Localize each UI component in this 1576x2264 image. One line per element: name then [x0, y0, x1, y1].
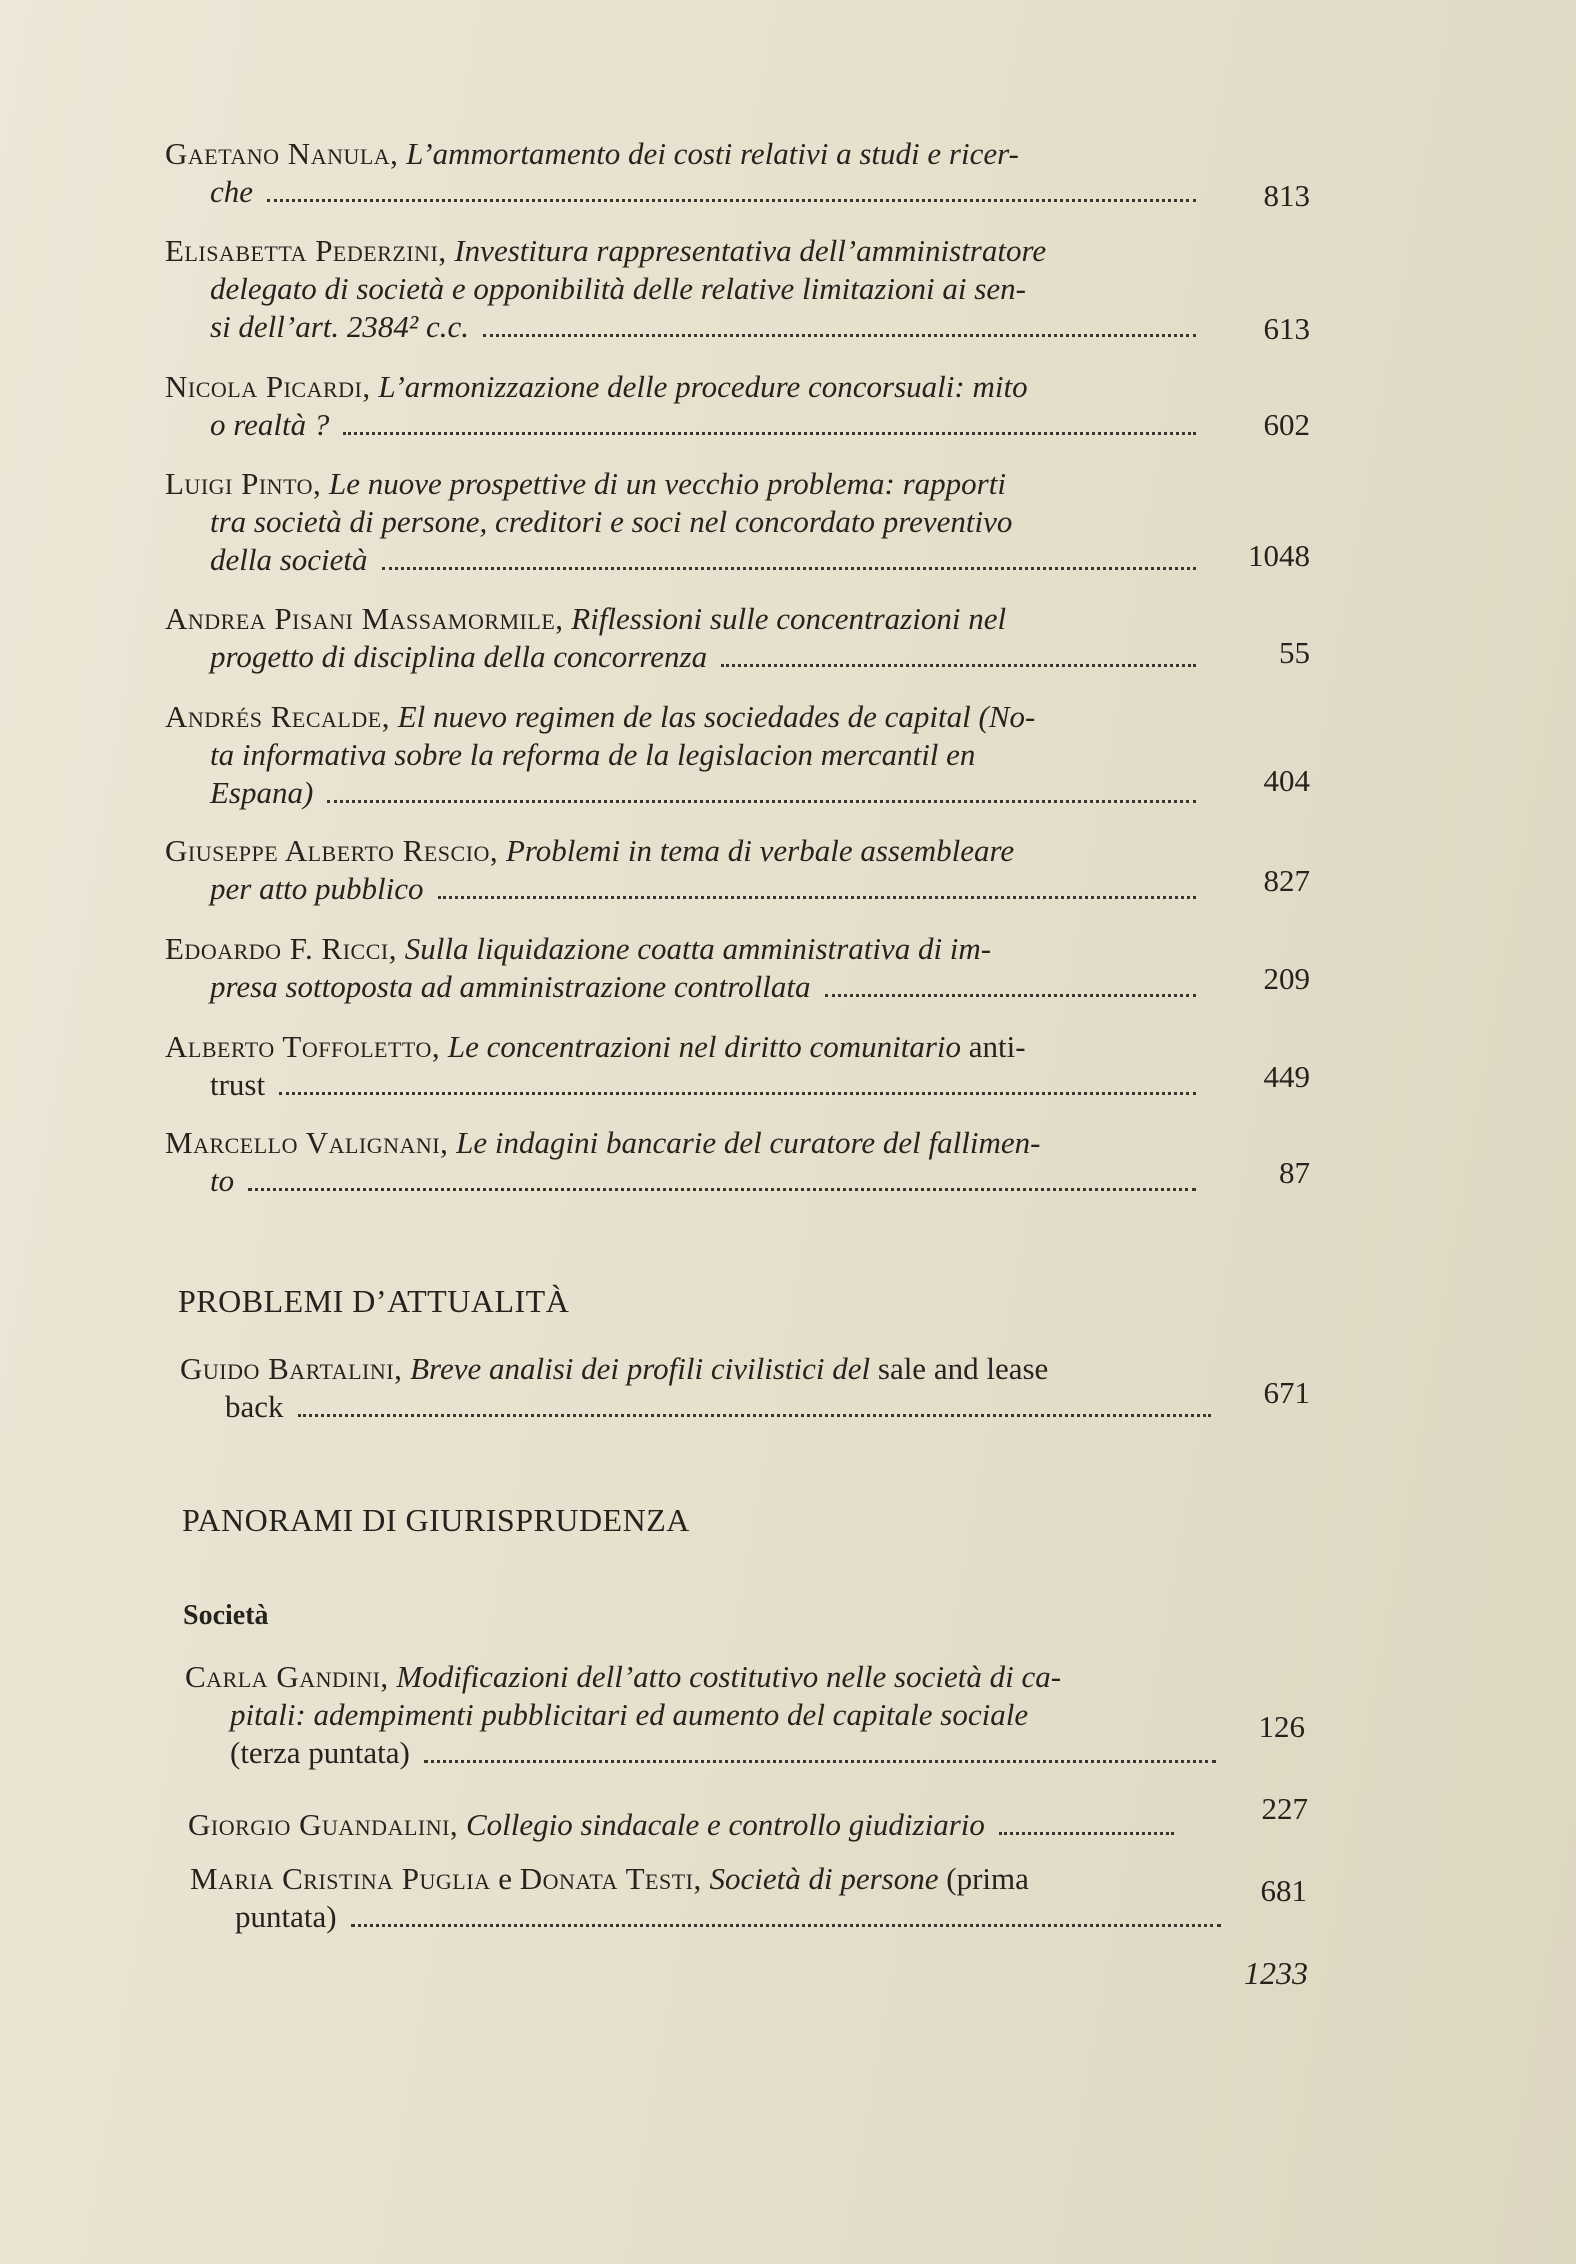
entry-title-end: trust	[210, 1067, 266, 1102]
entry-title: Le concentrazioni nel diritto comunitario	[447, 1029, 962, 1064]
entry-page-number: 404	[1263, 763, 1310, 798]
entry-title: El nuevo regimen de las sociedades de capital (No-	[397, 699, 1036, 734]
dot-leader	[267, 195, 1196, 202]
dot-leader	[424, 1756, 1216, 1763]
toc-entry-first-line	[165, 232, 1310, 270]
dot-leader	[343, 428, 1196, 435]
entry-title-end: (terza puntata)	[230, 1735, 410, 1770]
dot-leader	[721, 660, 1196, 667]
entry-title-end: si dell’art. 2384² c.c.	[210, 309, 469, 344]
entry-title: L’ammortamento dei costi relativi a studi e ricer-	[406, 136, 1019, 171]
dot-leader	[327, 796, 1196, 803]
entry-author: Carla Gandini,	[185, 1659, 389, 1694]
entry-page-number: 827	[1263, 863, 1310, 898]
dot-leader	[438, 892, 1196, 899]
entry-title-end: o realtà ?	[210, 407, 330, 442]
toc-entry-last-line	[165, 406, 1210, 444]
entry-page-number: 613	[1263, 311, 1310, 346]
entry-author: Elisabetta Pederzini,	[165, 233, 447, 268]
toc-entry-first-line	[165, 698, 1310, 736]
toc-entry-last-line	[188, 1806, 1188, 1844]
entry-title-end: puntata)	[235, 1899, 337, 1934]
entry-page-number: 1048	[1248, 538, 1310, 573]
toc-entry	[190, 1860, 1335, 1936]
entry-title: Le indagini bancarie del curatore del fallimen-	[456, 1125, 1041, 1160]
toc-entry-first-line	[165, 600, 1310, 638]
toc-entry	[165, 930, 1310, 1006]
entry-author: Giorgio Guandalini,	[188, 1807, 459, 1842]
toc-entry-first-line	[165, 135, 1310, 173]
toc-entry-first-line	[165, 368, 1310, 406]
entry-author: Guido Bartalini,	[180, 1351, 403, 1386]
toc-entry-first-line	[165, 1028, 1310, 1066]
dot-leader	[483, 330, 1196, 337]
entry-title: Investitura rappresentativa dell’amministratore	[454, 233, 1047, 268]
entry-title: Sulla liquidazione coatta amministrativa di im-	[404, 931, 992, 966]
toc-entry-last-line	[185, 1734, 1230, 1772]
toc-entry-first-line	[180, 1350, 1325, 1388]
toc-entry-line: pitali: adempimenti pubblicitari ed aumento del capitale sociale	[230, 1697, 1029, 1732]
entry-title-end: della società	[210, 542, 368, 577]
toc-entry	[188, 1791, 1333, 1844]
toc-entry-line: tra società di persone, creditori e soci nel concordato preventivo	[210, 504, 1013, 539]
entry-title-end: to	[210, 1163, 235, 1198]
subsection-societa: Società	[183, 1600, 269, 1631]
entry-author: Andrea Pisani Massamormile,	[165, 601, 564, 636]
entry-page-number: 813	[1263, 178, 1310, 213]
toc-entry	[165, 698, 1310, 812]
entry-page-number: 87	[1279, 1155, 1310, 1190]
entry-title-end: progetto di disciplina della concorrenza	[210, 639, 708, 674]
toc-entry-last-line	[165, 173, 1210, 211]
toc-entry-line: ta informativa sobre la reforma de la legislacion mercantil en	[210, 737, 976, 772]
entry-author: Nicola Picardi,	[165, 369, 371, 404]
entry-title-end: Espana)	[210, 775, 314, 810]
toc-entry-first-line	[190, 1860, 1335, 1898]
toc-entry-last-line	[165, 638, 1210, 676]
entry-author: Luigi Pinto,	[165, 466, 322, 501]
toc-entry-line: delegato di società e opponibilità delle relative limitazioni ai sen-	[210, 271, 1026, 306]
entry-page-number: 209	[1263, 961, 1310, 996]
toc-entry-first-line	[185, 1658, 1330, 1696]
toc-entry-first-line	[165, 930, 1310, 968]
toc-entry	[165, 368, 1310, 444]
entry-page-number: 671	[1263, 1375, 1310, 1410]
entry-page-number: 449	[1263, 1059, 1310, 1094]
entry-title-tail: anti-	[968, 1029, 1026, 1064]
entry-title: Le nuove prospettive di un vecchio problema: rapporti	[329, 466, 1006, 501]
dot-leader	[279, 1088, 1196, 1095]
toc-entry-first-line	[165, 1124, 1310, 1162]
entry-title-tail: sale and lease	[877, 1351, 1049, 1386]
entry-author: Alberto Toffoletto,	[165, 1029, 441, 1064]
toc-entry	[185, 1658, 1330, 1772]
toc-entry	[165, 832, 1310, 908]
toc-entry	[180, 1350, 1325, 1426]
entry-title: Collegio sindacale e controllo giudiziario	[465, 1807, 985, 1842]
entry-title-end: per atto pubblico	[210, 871, 424, 906]
toc-entry	[165, 1028, 1310, 1104]
dot-leader	[351, 1920, 1221, 1927]
entry-title: L’armonizzazione delle procedure concorsuali: mito	[378, 369, 1028, 404]
dot-leader	[999, 1828, 1174, 1835]
entry-page-number: 55	[1279, 635, 1310, 670]
entry-author: Andrés Recalde,	[165, 699, 390, 734]
toc-entry	[165, 232, 1310, 346]
toc-entry-last-line	[190, 1898, 1235, 1936]
toc-entry	[165, 135, 1310, 211]
entry-title: Società di persone	[709, 1861, 939, 1896]
section-heading-panorami: PANORAMI DI GIURISPRUDENZA	[182, 1502, 690, 1538]
toc-entry-last-line	[165, 774, 1210, 812]
dot-leader	[248, 1184, 1196, 1191]
entry-title-tail: (prima	[946, 1861, 1029, 1896]
section-heading-problemi: PROBLEMI D’ATTUALITÀ	[178, 1283, 570, 1319]
entry-author: Donata Testi,	[519, 1861, 702, 1896]
entry-author: Giuseppe Alberto Rescio,	[165, 833, 499, 868]
entry-title-end: che	[210, 174, 254, 209]
entry-page-number: 681	[1260, 1873, 1307, 1908]
entry-title: Riflessioni sulle concentrazioni nel	[571, 601, 1007, 636]
entry-title: Modificazioni dell’atto costitutivo nelle società di ca-	[396, 1659, 1062, 1694]
toc-entry	[165, 465, 1310, 579]
entry-page-number: 126	[1258, 1709, 1305, 1744]
dot-leader	[382, 563, 1196, 570]
entry-author: Marcello Valignani,	[165, 1125, 449, 1160]
entry-title: Problemi in tema di verbale assembleare	[505, 833, 1015, 868]
toc-entry-last-line	[165, 968, 1210, 1006]
toc-entry	[165, 1124, 1310, 1200]
toc-entry-last-line	[165, 308, 1210, 346]
entry-author: Maria Cristina Puglia	[190, 1861, 491, 1896]
toc-entry-first-line	[165, 832, 1310, 870]
toc-entry-last-line	[180, 1388, 1225, 1426]
dot-leader	[298, 1410, 1211, 1417]
entry-title: Breve analisi dei profili civilistici del	[410, 1351, 871, 1386]
entry-author: Edoardo F. Ricci,	[165, 931, 397, 966]
toc-entry	[165, 600, 1310, 676]
entry-conjunction: e	[498, 1861, 512, 1896]
dot-leader	[825, 990, 1196, 997]
entry-title-end: presa sottoposta ad amministrazione controllata	[210, 969, 811, 1004]
toc-entry-first-line	[165, 465, 1310, 503]
entry-page-number: 602	[1263, 407, 1310, 442]
entry-page-number: 227	[1261, 1791, 1308, 1826]
toc-entry-last-line	[165, 1066, 1210, 1104]
toc-entry-last-line	[165, 1162, 1210, 1200]
page-folio: 1233	[1244, 1955, 1308, 1991]
entry-author: Gaetano Nanula,	[165, 136, 399, 171]
toc-entry-last-line	[165, 541, 1210, 579]
entry-title-end: back	[225, 1389, 284, 1424]
toc-entry-last-line	[165, 870, 1210, 908]
